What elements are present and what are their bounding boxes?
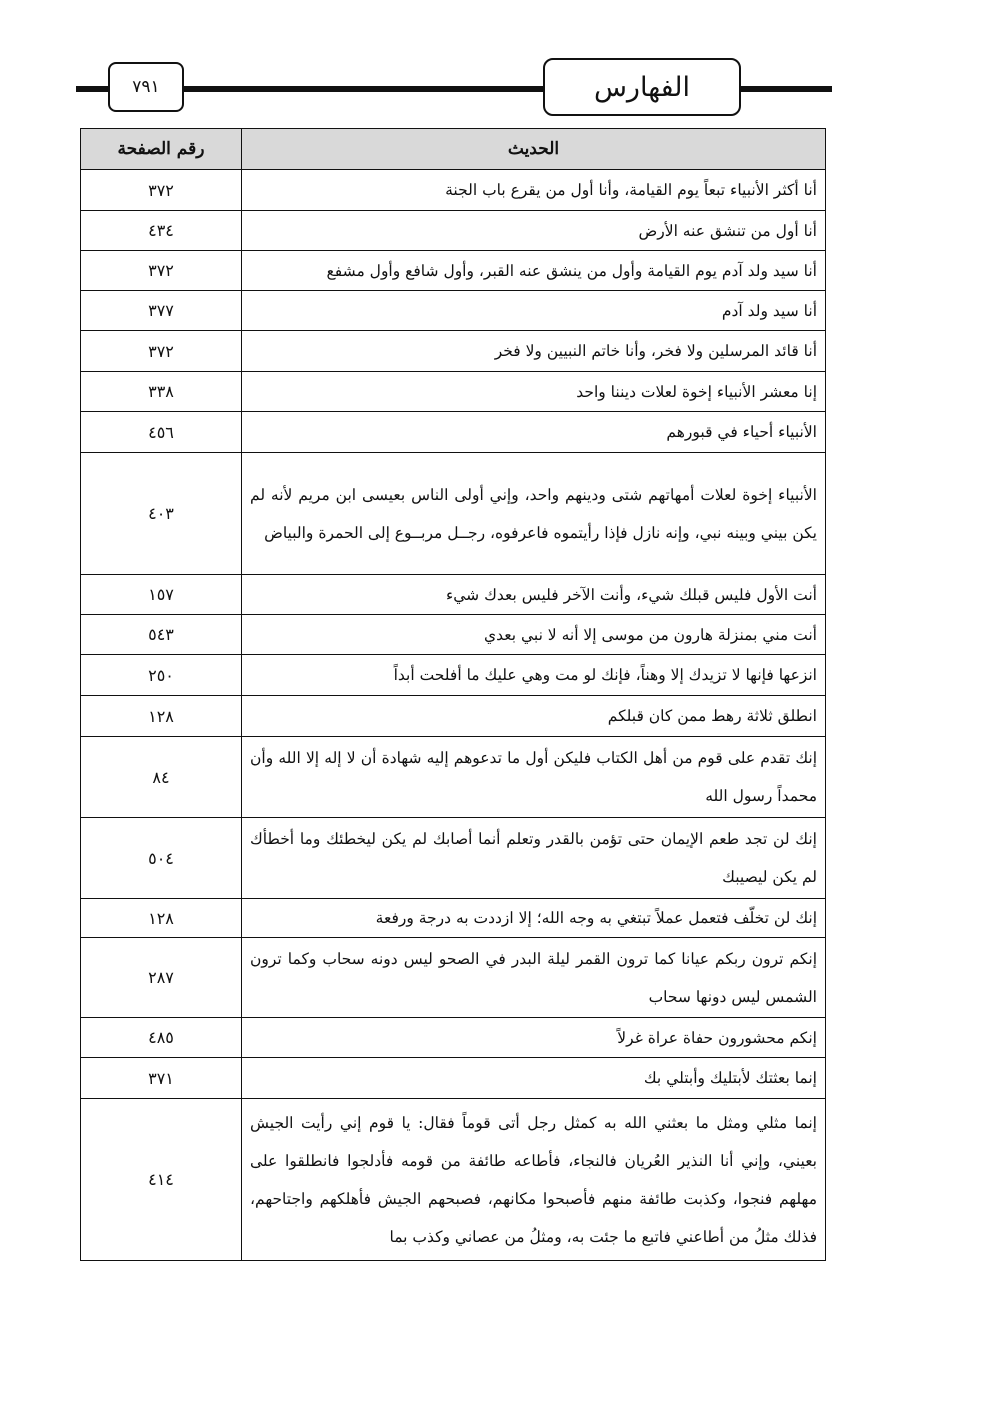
page-ref: ٤١٤ (81, 1099, 242, 1261)
page-ref: ٣٧١ (81, 1058, 242, 1099)
hadith-text: الأنبياء إخوة لعلات أمهاتهم شتى ودينهم واحد، وإني أولى الناس بعيسى ابن مريم لأنه لم يكن بيني وبينه نبي، وإنه نازل فإذا رأيتموه فاعرفوه، رجــل مربــوع إلى الحمرة والبياض (242, 453, 826, 575)
table-row (81, 453, 826, 575)
table-row (81, 615, 826, 655)
page-ref: ٤٠٣ (81, 453, 242, 575)
hadith-text: إنكم ترون ربكم عيانا كما ترون القمر ليلة البدر في الصحو ليس دونه سحاب وكما ترون الشمس ليس دونها سحاب (242, 938, 826, 1018)
column-header-hadith: الحديث (242, 129, 826, 170)
table-row (81, 251, 826, 291)
section-title: الفهارس (543, 58, 741, 116)
hadith-text: الأنبياء أحياء في قبورهم (242, 412, 826, 453)
page-ref: ٢٨٧ (81, 938, 242, 1018)
table-row (81, 1058, 826, 1099)
hadith-text: أنا سيد ولد آدم (242, 291, 826, 331)
table-row (81, 170, 826, 211)
page-ref: ٥٤٣ (81, 615, 242, 655)
page-ref: ١٥٧ (81, 575, 242, 615)
page-ref: ٣٧٢ (81, 331, 242, 372)
table-row (81, 372, 826, 412)
page-ref: ٢٥٠ (81, 655, 242, 696)
page-ref: ٣٧٢ (81, 170, 242, 211)
table-row (81, 291, 826, 331)
page-ref: ٤٨٥ (81, 1018, 242, 1058)
table-row (81, 737, 826, 818)
hadith-text: إنما بعثتك لأبتليك وأبتلي بك (242, 1058, 826, 1099)
page-ref: ٣٣٨ (81, 372, 242, 412)
table-header-row (81, 129, 826, 170)
page-ref: ٣٧٧ (81, 291, 242, 331)
table-row (81, 211, 826, 251)
hadith-text: أنا سيد ولد آدم يوم القيامة وأول من ينشق عنه القبر، وأول شافع وأول مشفع (242, 251, 826, 291)
table-row (81, 1018, 826, 1058)
table-row (81, 655, 826, 696)
page-ref: ٨٤ (81, 737, 242, 818)
page-ref: ٤٣٤ (81, 211, 242, 251)
table-row (81, 938, 826, 1018)
page-ref: ٣٧٢ (81, 251, 242, 291)
hadith-text: إنما مثلي ومثل ما بعثني الله به كمثل رجل أتى قوماً فقال: يا قوم إني رأيت الجيش بعيني، وإني أنا النذير العُريان فالنجاء، فأطاعه طائفة من قومه فأدلجوا فانطلقوا على مهلهم فنجوا، وكذبت طائفة منهم فأصبحوا مكانهم، فصبحهم الجيش فأهلكهم واجتاحهم، فذلك مثلُ من أطاعني فاتبع ما جئت به، ومثلُ من عصاني وكذب بما (242, 1099, 826, 1261)
column-header-page: رقم الصفحة (81, 129, 242, 170)
table-row (81, 412, 826, 453)
hadith-text: انطلق ثلاثة رهط ممن كان قبلكم (242, 696, 826, 737)
table-row (81, 818, 826, 899)
hadith-text: أنا قائد المرسلين ولا فخر، وأنا خاتم النبيين ولا فخر (242, 331, 826, 372)
hadith-text: أنت الأول فليس قبلك شيء، وأنت الآخر فليس بعدك شيء (242, 575, 826, 615)
hadith-text: انزعها فإنها لا تزيدك إلا وهناً، فإنك لو مت وهي عليك ما أفلحت أبداً (242, 655, 826, 696)
hadith-text: إنا معشر الأنبياء إخوة لعلات ديننا واحد (242, 372, 826, 412)
hadith-text: إنك لن تجد طعم الإيمان حتى تؤمن بالقدر وتعلم أنما أصابك لم يكن ليخطئك وما أخطأك لم يكن ليصيبك (242, 818, 826, 899)
table-row (81, 899, 826, 938)
hadith-text: إنكم محشورون حفاة عراة غرلاً (242, 1018, 826, 1058)
hadith-text: أنا أكثر الأنبياء تبعاً يوم القيامة، وأنا أول من يقرع باب الجنة (242, 170, 826, 211)
hadith-text: أنا أول من تنشق عنه الأرض (242, 211, 826, 251)
page-ref: ١٢٨ (81, 899, 242, 938)
page-number: ٧٩١ (108, 62, 184, 112)
table-row (81, 331, 826, 372)
hadith-text: إنك لن تخلّف فتعمل عملاً تبتغي به وجه الله؛ إلا ازددت به درجة ورفعة (242, 899, 826, 938)
hadith-text: أنت مني بمنزلة هارون من موسى إلا أنه لا نبي بعدي (242, 615, 826, 655)
table-row (81, 575, 826, 615)
hadith-text: إنك تقدم على قوم من أهل الكتاب فليكن أول ما تدعوهم إليه شهادة أن لا إله إلا الله وأن محمداً رسول الله (242, 737, 826, 818)
table-row (81, 696, 826, 737)
table-row (81, 1099, 826, 1261)
page-ref: ٥٠٤ (81, 818, 242, 899)
page-ref: ١٢٨ (81, 696, 242, 737)
page-ref: ٤٥٦ (81, 412, 242, 453)
page-header (0, 0, 992, 130)
hadith-index-table (80, 128, 826, 1261)
